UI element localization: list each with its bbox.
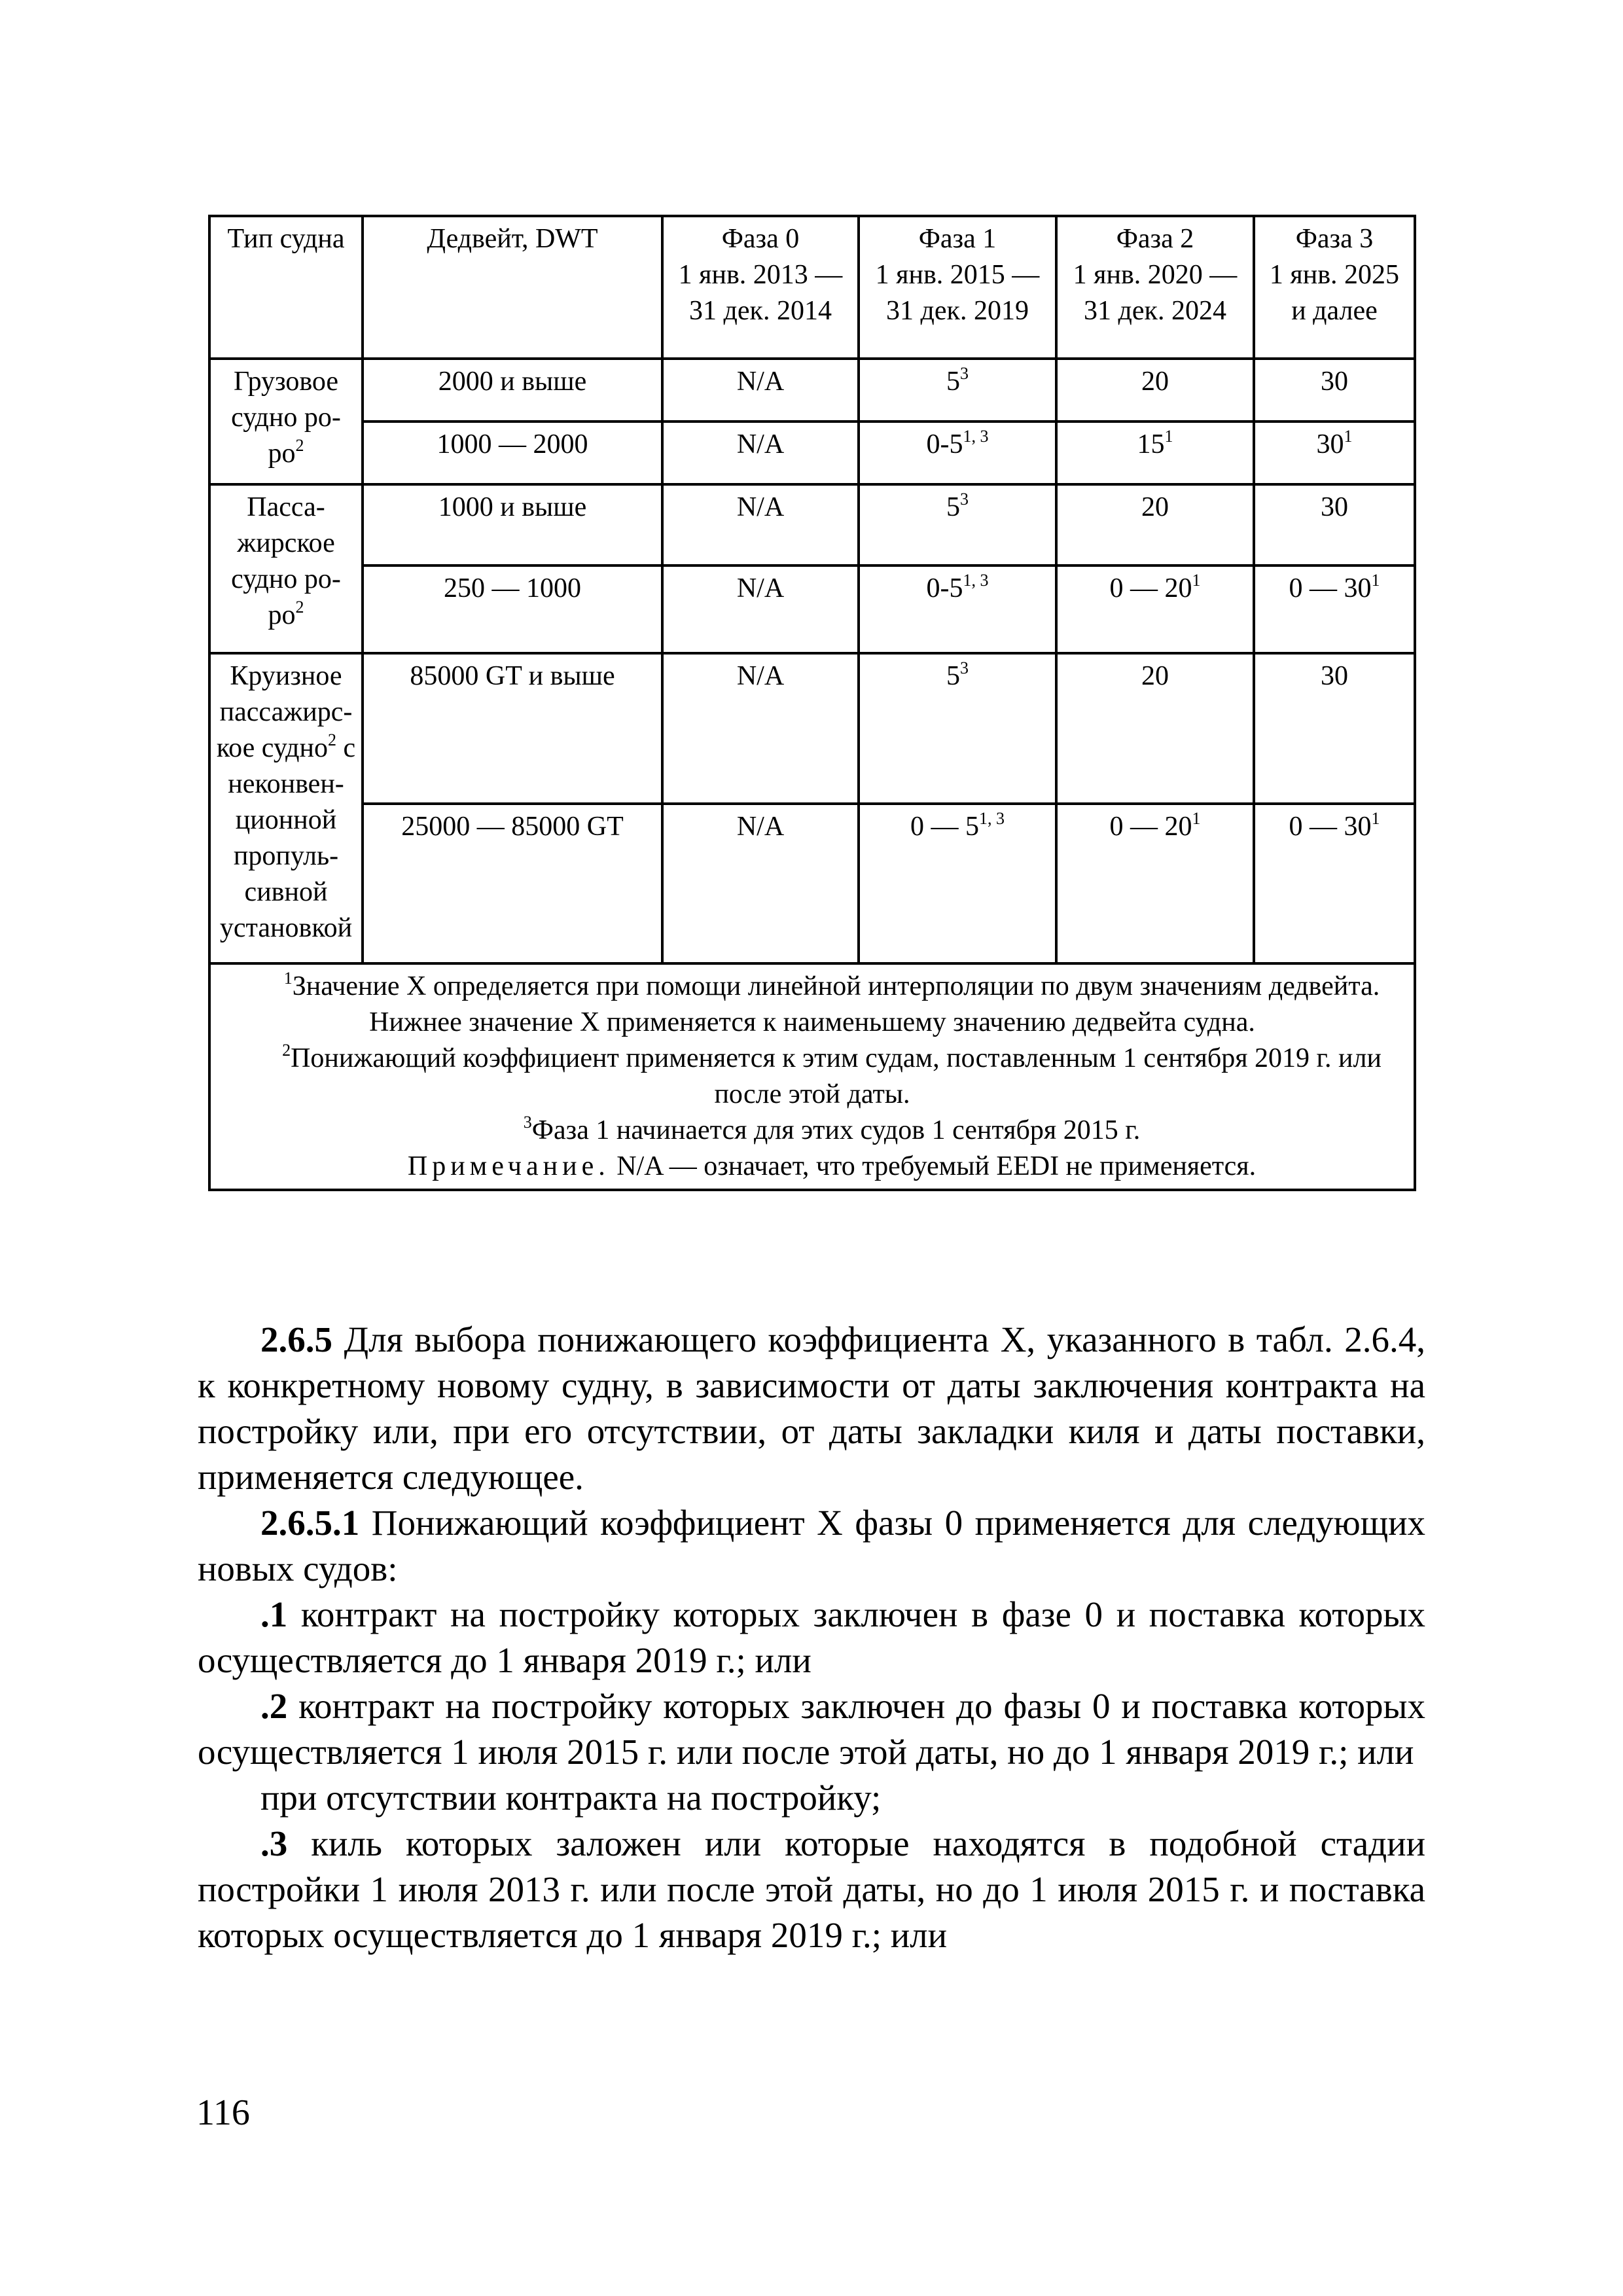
list-item-1: .1 контракт на постройку которых заключен в фазе 0 и поставка которых осуществляется до 1 января 2019 г.; или [198, 1594, 1425, 1680]
phase2-cell: 20 [1056, 484, 1254, 565]
list-item-3: .3 киль которых заложен или которые находятся в подобной стадии постройки 1 июля 2013 г. или после этой даты, но до 1 июля 2015 г. и поставка которых осуществляется до 1 января 2019 г.; или [198, 1823, 1426, 1955]
phase3-start: 1 янв. 2025 [1269, 260, 1400, 290]
phase0-start: 1 янв. 2013 — [678, 260, 843, 290]
phase3-cell: 30 [1254, 359, 1415, 422]
phase2-cell: 20 [1056, 359, 1254, 422]
header-dwt: Дедвейт, DWT [363, 216, 662, 359]
dwt-cell: 250 — 1000 [363, 565, 662, 653]
phase2-end: 31 дек. 2024 [1084, 296, 1226, 326]
phase1-cell: $5^3$ [859, 653, 1056, 804]
phase1-end: 31 дек. 2019 [886, 296, 1029, 326]
ship-type-cell: Круизное пассажирс-кое судно$^2$ с неконвен-ционной пропуль-сивной установкой [209, 653, 363, 963]
list-item-2: .2 контракт на постройку которых заключен до фазы 0 и поставка которых осуществляется 1 июля 2015 г. или после этой даты, но до 1 января 2019 г.; или [198, 1686, 1425, 1772]
table-notes [209, 963, 1415, 1190]
phase2-cell: 20 [1056, 653, 1254, 804]
dwt-cell: 2000 и выше [363, 359, 662, 422]
phase0-cell: N/A [662, 653, 859, 804]
phase3-cell: 30 [1254, 653, 1415, 804]
phase3-cell: 0 — $30^1$ [1254, 804, 1415, 963]
dwt-cell: 1000 и выше [363, 484, 662, 565]
table-row [209, 804, 1415, 963]
table-row [209, 359, 1415, 422]
phase3-end: и далее [1291, 296, 1378, 326]
phase3-cell: 0 — $30^1$ [1254, 565, 1415, 653]
phase1-title: Фаза 1 [918, 224, 997, 254]
phase0-cell: N/A [662, 804, 859, 963]
phase3-cell: 30 [1254, 484, 1415, 565]
phase0-end: 31 дек. 2014 [689, 296, 832, 326]
phase1-cell: 0-5$^{1, 3}$ [859, 422, 1056, 484]
phase1-start: 1 янв. 2015 — [875, 260, 1040, 290]
ship-type-cell: Грузовое судно $ро-ро^2$ [209, 359, 363, 484]
header-phase1 [859, 216, 1056, 359]
dwt-cell: 1000 — 2000 [363, 422, 662, 484]
list-item-2-continuation: при отсутствии контракта на постройку; [260, 1778, 882, 1818]
table-row [209, 422, 1415, 484]
table-row [209, 653, 1415, 804]
dwt-cell: 85000 GT и выше [363, 653, 662, 804]
footnote-1: $^1$Значение X определяется при помощи линейной интерполяции по двум значениям дедвейта. Нижнее значение X применяется к наименьшему значению дедвейта судна. [283, 969, 1380, 1037]
table-row [209, 484, 1415, 565]
phase2-cell: $15^1$ [1056, 422, 1254, 484]
eedi-reduction-table [208, 215, 1416, 1191]
page-number: 116 [196, 2092, 250, 2133]
notes-row [209, 963, 1415, 1190]
phase2-cell: 0 — $20^1$ [1056, 804, 1254, 963]
table-row [209, 565, 1415, 653]
phase3-cell: $30^1$ [1254, 422, 1415, 484]
phase1-cell: 0-5$^{1, 3}$ [859, 565, 1056, 653]
body-text [198, 1317, 1425, 1958]
phase0-title: Фаза 0 [721, 224, 800, 254]
header-phase0 [662, 216, 859, 359]
phase0-cell: N/A [662, 484, 859, 565]
phase2-title: Фаза 2 [1116, 224, 1194, 254]
phase1-cell: $5^3$ [859, 484, 1056, 565]
eedi-table-container [208, 215, 1414, 1191]
header-phase3 [1254, 216, 1415, 359]
phase0-cell: N/A [662, 359, 859, 422]
dwt-cell: 25000 — 85000 GT [363, 804, 662, 963]
phase0-cell: N/A [662, 565, 859, 653]
footnote-2: $^2$Понижающий коэффициент применяется к этим судам, поставленным 1 сентября 2019 г. или после этой даты. [282, 1041, 1382, 1109]
footnote-3: $^3$Фаза 1 начинается для этих судов 1 сентября 2015 г. [523, 1113, 1141, 1145]
phase0-cell: N/A [662, 422, 859, 484]
phase2-cell: 0 — $20^1$ [1056, 565, 1254, 653]
header-row [209, 216, 1415, 359]
paragraph-2-6-5: 2.6.5 Для выбора понижающего коэффициента X, указанного в табл. 2.6.4, к конкретному новому судну, в зависимости от даты заключения контракта на постройку или, при его отсутствии, от даты закладки киля и даты поставки, применяется следующее. [198, 1319, 1426, 1497]
paragraph-2-6-5-1: 2.6.5.1 Понижающий коэффициент X фазы 0 применяется для следующих новых судов: [198, 1503, 1426, 1588]
table-remark: Примечание. N/A — означает, что требуемый EEDI не применяется. [407, 1151, 1257, 1181]
ship-type-cell: Пасса-жирское судно $ро-ро^2$ [209, 484, 363, 653]
header-ship-type: Тип судна [209, 216, 363, 359]
phase3-title: Фаза 3 [1295, 224, 1374, 254]
phase1-cell: 0 — 5$^{1, 3}$ [859, 804, 1056, 963]
phase2-start: 1 янв. 2020 — [1073, 260, 1238, 290]
header-phase2 [1056, 216, 1254, 359]
phase1-cell: $5^3$ [859, 359, 1056, 422]
